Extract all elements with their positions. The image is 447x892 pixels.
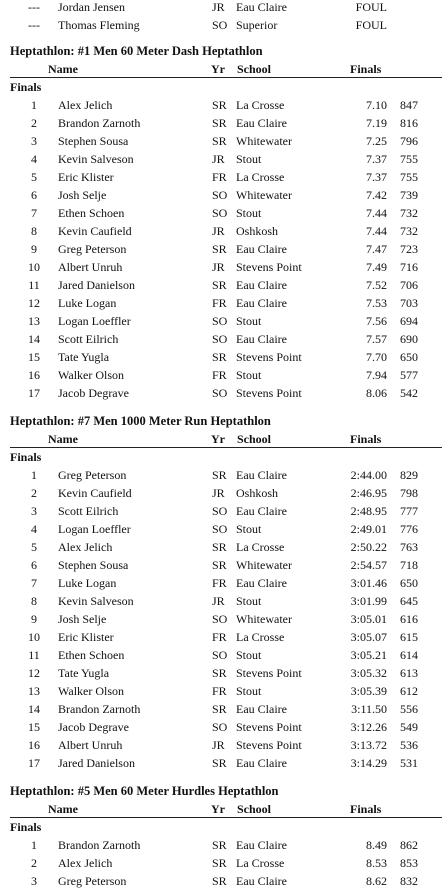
header-yr: Yr [211,62,225,76]
athlete-name: Logan Loeffler [58,314,131,328]
year-cell: SO [212,188,228,202]
school-cell: Stout [236,206,262,220]
athlete-name: Luke Logan [58,296,117,310]
header-yr: Yr [211,802,225,816]
place-cell: 1 [31,468,37,482]
school-cell: Stevens Point [236,260,302,274]
athlete-name: Brandon Zarnoth [58,116,141,130]
place-cell: 14 [28,702,40,716]
school-cell: Stout [236,648,262,662]
points-cell: 796 [400,134,418,148]
mark-cell: 3:05.07 [350,630,387,644]
athlete-name: Thomas Fleming [58,18,140,32]
school-cell: La Crosse [236,170,285,184]
mark-cell: 3:05.01 [350,612,387,626]
event-title: Heptathlon: #7 Men 1000 Meter Run Heptathlon [10,414,271,428]
athlete-name: Jacob Degrave [58,720,129,734]
year-cell: SR [212,856,227,870]
year-cell: JR [212,594,225,608]
school-cell: Eau Claire [236,296,287,310]
result-row [0,330,447,348]
points-cell: 847 [400,98,418,112]
year-cell: SO [212,522,228,536]
athlete-name: Walker Olson [58,684,125,698]
place-cell: 10 [28,260,40,274]
athlete-name: Albert Unruh [58,260,123,274]
athlete-name: Luke Logan [58,576,117,590]
year-cell: JR [212,486,225,500]
header-rule [10,817,442,818]
year-cell: SO [212,504,228,518]
athlete-name: Alex Jelich [58,856,113,870]
school-cell: Oshkosh [236,224,279,238]
result-row [0,664,447,682]
mark-cell: FOUL [355,18,387,32]
points-cell: 556 [400,702,418,716]
result-row [0,168,447,186]
mark-cell: 8.06 [366,386,387,400]
place-cell: 15 [28,350,40,364]
result-row [0,114,447,132]
athlete-name: Josh Selje [58,188,107,202]
column-header [0,60,447,78]
school-cell: Stevens Point [236,350,302,364]
result-row [0,0,447,16]
place-cell: 2 [31,116,37,130]
result-row [0,16,447,34]
athlete-name: Greg Peterson [58,242,127,256]
athlete-name: Tate Yugla [58,350,110,364]
school-cell: La Crosse [236,98,285,112]
points-cell: 862 [400,838,418,852]
header-rule [10,77,442,78]
athlete-name: Kevin Salveson [58,594,134,608]
school-cell: Stout [236,522,262,536]
result-row [0,384,447,402]
header-finals: Finals [350,62,382,76]
place-cell: 8 [31,224,37,238]
school-cell: Whitewater [236,612,292,626]
result-row [0,348,447,366]
result-row [0,366,447,384]
school-cell: Eau Claire [236,702,287,716]
athlete-name: Logan Loeffler [58,522,131,536]
year-cell: SR [212,98,227,112]
school-cell: Eau Claire [236,504,287,518]
header-rule [10,447,442,448]
athlete-name: Alex Jelich [58,540,113,554]
school-cell: Eau Claire [236,468,287,482]
points-cell: 549 [400,720,418,734]
result-row [0,610,447,628]
school-cell: Stout [236,314,262,328]
place-cell: 13 [28,314,40,328]
finals-label: Finals [10,450,42,464]
mark-cell: 3:11.50 [351,702,387,716]
mark-cell: 3:12.26 [350,720,387,734]
result-row [0,754,447,772]
mark-cell: 7.44 [366,224,387,238]
points-cell: 616 [400,612,418,626]
points-cell: 723 [400,242,418,256]
mark-cell: 2:46.95 [350,486,387,500]
mark-cell: 7.42 [366,188,387,202]
place-cell: --- [28,0,40,14]
year-cell: SO [212,648,228,662]
header-name: Name [48,432,78,446]
points-cell: 755 [400,170,418,184]
place-cell: 6 [31,558,37,572]
mark-cell: 2:48.95 [350,504,387,518]
athlete-name: Josh Selje [58,612,107,626]
result-row [0,466,447,484]
school-cell: Stout [236,368,262,382]
result-row [0,132,447,150]
athlete-name: Eric Klister [58,170,114,184]
points-cell: 615 [400,630,418,644]
points-cell: 732 [400,224,418,238]
mark-cell: 3:14.29 [350,756,387,770]
header-finals: Finals [350,802,382,816]
finals-label: Finals [10,820,42,834]
mark-cell: 7.47 [366,242,387,256]
place-cell: 16 [28,368,40,382]
result-row [0,502,447,520]
event-title: Heptathlon: #5 Men 60 Meter Hurdles Heptathlon [10,784,279,798]
year-cell: JR [212,224,225,238]
mark-cell: 7.56 [366,314,387,328]
year-cell: JR [212,152,225,166]
points-cell: 739 [400,188,418,202]
mark-cell: 7.10 [366,98,387,112]
athlete-name: Jacob Degrave [58,386,129,400]
place-cell: 16 [28,738,40,752]
place-cell: 9 [31,242,37,256]
place-cell: 1 [31,838,37,852]
year-cell: SR [212,134,227,148]
mark-cell: 2:49.01 [350,522,387,536]
mark-cell: 7.37 [366,152,387,166]
place-cell: 2 [31,486,37,500]
result-row [0,312,447,330]
header-finals: Finals [350,432,382,446]
result-row [0,240,447,258]
year-cell: SO [212,314,228,328]
athlete-name: Kevin Salveson [58,152,134,166]
school-cell: La Crosse [236,540,285,554]
points-cell: 650 [400,576,418,590]
points-cell: 732 [400,206,418,220]
mark-cell: 7.52 [366,278,387,292]
school-cell: Stevens Point [236,720,302,734]
event-title: Heptathlon: #1 Men 60 Meter Dash Heptathlon [10,44,263,58]
place-cell: 12 [28,666,40,680]
year-cell: SR [212,666,227,680]
mark-cell: 7.70 [366,350,387,364]
athlete-name: Walker Olson [58,368,125,382]
athlete-name: Scott Eilrich [58,504,119,518]
year-cell: SR [212,838,227,852]
year-cell: FR [212,630,227,644]
column-header [0,430,447,448]
school-cell: La Crosse [236,630,285,644]
year-cell: JR [212,260,225,274]
year-cell: SR [212,540,227,554]
mark-cell: 2:50.22 [350,540,387,554]
place-cell: 3 [31,134,37,148]
place-cell: 10 [28,630,40,644]
points-cell: 777 [400,504,418,518]
athlete-name: Jared Danielson [58,756,135,770]
result-row [0,186,447,204]
place-cell: 3 [31,874,37,888]
school-cell: Stevens Point [236,386,302,400]
header-school: School [237,62,272,76]
result-row [0,718,447,736]
year-cell: FR [212,576,227,590]
points-cell: 536 [400,738,418,752]
place-cell: 3 [31,504,37,518]
year-cell: SR [212,874,227,888]
result-row [0,150,447,168]
school-cell: Stout [236,684,262,698]
points-cell: 650 [400,350,418,364]
points-cell: 816 [400,116,418,130]
year-cell: FR [212,296,227,310]
result-row [0,628,447,646]
athlete-name: Kevin Caufield [58,486,132,500]
year-cell: SR [212,116,227,130]
school-cell: Eau Claire [236,242,287,256]
place-cell: 13 [28,684,40,698]
athlete-name: Tate Yugla [58,666,110,680]
year-cell: SO [212,18,228,32]
points-cell: 703 [400,296,418,310]
place-cell: 8 [31,594,37,608]
mark-cell: 7.25 [366,134,387,148]
result-row [0,646,447,664]
mark-cell: 3:01.46 [350,576,387,590]
points-cell: 706 [400,278,418,292]
place-cell: 17 [28,756,40,770]
athlete-name: Brandon Zarnoth [58,702,141,716]
mark-cell: 7.94 [366,368,387,382]
result-row [0,276,447,294]
place-cell: 9 [31,612,37,626]
athlete-name: Kevin Caufield [58,224,132,238]
year-cell: SR [212,468,227,482]
mark-cell: 7.19 [366,116,387,130]
result-row [0,96,447,114]
mark-cell: FOUL [355,0,387,14]
school-cell: Eau Claire [236,576,287,590]
year-cell: JR [212,738,225,752]
points-cell: 694 [400,314,418,328]
year-cell: SR [212,278,227,292]
points-cell: 690 [400,332,418,346]
school-cell: Stevens Point [236,666,302,680]
points-cell: 755 [400,152,418,166]
mark-cell: 3:05.32 [350,666,387,680]
points-cell: 612 [400,684,418,698]
place-cell: 12 [28,296,40,310]
mark-cell: 7.44 [366,206,387,220]
school-cell: Superior [236,18,278,32]
result-row [0,700,447,718]
points-cell: 798 [400,486,418,500]
place-cell: 5 [31,170,37,184]
school-cell: Stout [236,152,262,166]
place-cell: 7 [31,576,37,590]
result-row [0,592,447,610]
points-cell: 531 [400,756,418,770]
points-cell: 613 [400,666,418,680]
place-cell: 14 [28,332,40,346]
school-cell: Eau Claire [236,838,287,852]
year-cell: FR [212,170,227,184]
year-cell: FR [212,368,227,382]
athlete-name: Greg Peterson [58,874,127,888]
athlete-name: Eric Klister [58,630,114,644]
year-cell: SR [212,350,227,364]
school-cell: Stout [236,594,262,608]
school-cell: Eau Claire [236,332,287,346]
place-cell: 15 [28,720,40,734]
mark-cell: 8.53 [366,856,387,870]
athlete-name: Albert Unruh [58,738,123,752]
school-cell: Eau Claire [236,116,287,130]
result-row [0,204,447,222]
athlete-name: Greg Peterson [58,468,127,482]
athlete-name: Stephen Sousa [58,134,129,148]
mark-cell: 3:05.21 [350,648,387,662]
school-cell: Whitewater [236,134,292,148]
athlete-name: Ethen Schoen [58,648,125,662]
place-cell: 11 [28,278,40,292]
header-name: Name [48,802,78,816]
school-cell: Eau Claire [236,0,287,14]
result-row [0,556,447,574]
year-cell: SR [212,756,227,770]
year-cell: FR [212,684,227,698]
athlete-name: Brandon Zarnoth [58,838,141,852]
school-cell: Whitewater [236,188,292,202]
place-cell: --- [28,18,40,32]
place-cell: 4 [31,522,37,536]
year-cell: JR [212,0,225,14]
header-yr: Yr [211,432,225,446]
school-cell: Whitewater [236,558,292,572]
result-row [0,294,447,312]
athlete-name: Alex Jelich [58,98,113,112]
mark-cell: 7.57 [366,332,387,346]
year-cell: SO [212,720,228,734]
header-school: School [237,432,272,446]
points-cell: 832 [400,874,418,888]
athlete-name: Jordan Jensen [58,0,125,14]
mark-cell: 2:54.57 [350,558,387,572]
school-cell: Eau Claire [236,756,287,770]
school-cell: Stevens Point [236,738,302,752]
athlete-name: Ethen Schoen [58,206,125,220]
athlete-name: Scott Eilrich [58,332,119,346]
result-row [0,574,447,592]
points-cell: 577 [400,368,418,382]
result-row [0,258,447,276]
points-cell: 542 [400,386,418,400]
place-cell: 7 [31,206,37,220]
school-cell: Eau Claire [236,278,287,292]
place-cell: 4 [31,152,37,166]
place-cell: 5 [31,540,37,554]
points-cell: 614 [400,648,418,662]
mark-cell: 3:13.72 [350,738,387,752]
result-row [0,520,447,538]
place-cell: 6 [31,188,37,202]
athlete-name: Jared Danielson [58,278,135,292]
mark-cell: 8.49 [366,838,387,852]
mark-cell: 8.62 [366,874,387,888]
mark-cell: 7.37 [366,170,387,184]
year-cell: SO [212,386,228,400]
result-row [0,872,447,890]
points-cell: 645 [400,594,418,608]
athlete-name: Stephen Sousa [58,558,129,572]
place-cell: 17 [28,386,40,400]
school-cell: Eau Claire [236,874,287,888]
result-row [0,538,447,556]
school-cell: La Crosse [236,856,285,870]
mark-cell: 3:05.39 [350,684,387,698]
header-name: Name [48,62,78,76]
points-cell: 763 [400,540,418,554]
result-row [0,222,447,240]
mark-cell: 3:01.99 [350,594,387,608]
mark-cell: 2:44.00 [350,468,387,482]
year-cell: SR [212,558,227,572]
result-row [0,736,447,754]
mark-cell: 7.49 [366,260,387,274]
column-header [0,800,447,818]
result-row [0,836,447,854]
place-cell: 11 [28,648,40,662]
year-cell: SR [212,242,227,256]
header-school: School [237,802,272,816]
result-row [0,484,447,502]
result-row [0,682,447,700]
school-cell: Oshkosh [236,486,279,500]
mark-cell: 7.53 [366,296,387,310]
result-row [0,854,447,872]
place-cell: 1 [31,98,37,112]
place-cell: 2 [31,856,37,870]
points-cell: 776 [400,522,418,536]
points-cell: 718 [400,558,418,572]
year-cell: SO [212,332,228,346]
year-cell: SR [212,702,227,716]
points-cell: 716 [400,260,418,274]
year-cell: SO [212,612,228,626]
finals-label: Finals [10,80,42,94]
year-cell: SO [212,206,228,220]
points-cell: 853 [400,856,418,870]
points-cell: 829 [400,468,418,482]
